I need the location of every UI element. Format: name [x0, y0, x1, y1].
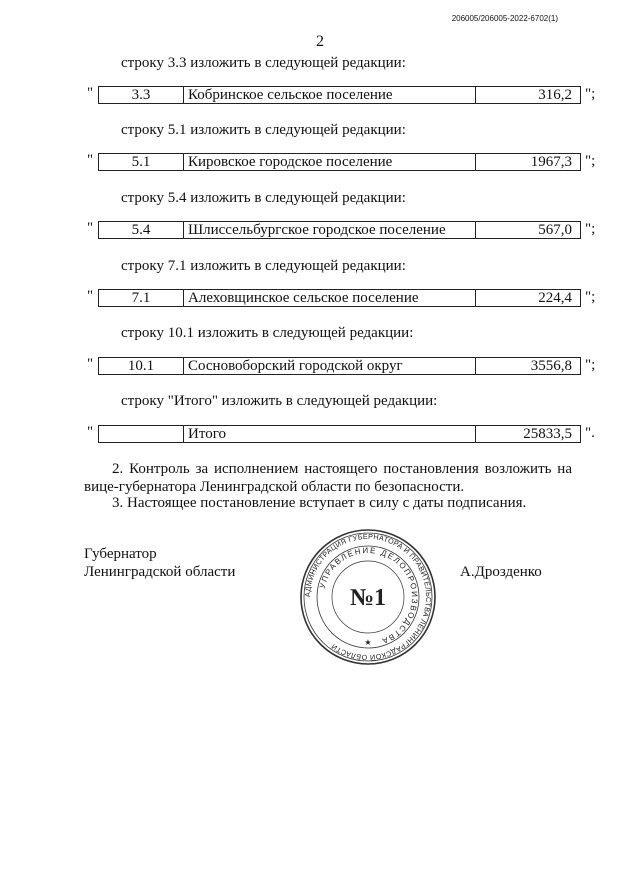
- close-quote: ";: [585, 289, 596, 305]
- row-name: Итого: [184, 426, 476, 442]
- paragraph: 3. Настоящее постановление вступает в силу с даты подписания.: [112, 495, 527, 511]
- open-quote: ": [87, 152, 94, 168]
- seal-center-number: №1: [349, 585, 387, 611]
- row-value: 1967,3: [530, 154, 572, 170]
- close-quote: ".: [585, 425, 595, 441]
- row-name: Кобринское сельское поселение: [184, 87, 476, 103]
- row-number: 5.1: [99, 154, 184, 170]
- table-row: [98, 289, 581, 307]
- paragraph: 2. Контроль за исполнением настоящего постановления возложить на вице-губернатора Ленинградской области по безопасности.: [84, 461, 572, 495]
- table-row: [98, 221, 581, 239]
- open-quote: ": [87, 288, 94, 304]
- section-intro: строку 3.3 изложить в следующей редакции:: [121, 55, 406, 71]
- row-number: [99, 426, 184, 442]
- section-intro: строку "Итого" изложить в следующей редакции:: [121, 393, 438, 409]
- signatory-title-line1: Губернатор: [84, 546, 157, 562]
- close-quote: ";: [585, 357, 596, 373]
- seal-star-icon: ★: [364, 638, 372, 647]
- row-name: Кировское городское поселение: [184, 154, 476, 170]
- row-number: 7.1: [99, 290, 184, 306]
- seal-inner-text: УПРАВЛЕНИЕ ДЕЛОПРОИЗВОДСТВА: [317, 545, 420, 646]
- row-value: 25833,5: [523, 426, 572, 442]
- section-intro: строку 5.1 изложить в следующей редакции:: [121, 122, 406, 138]
- page-number: 2: [316, 33, 324, 50]
- row-value: 316,2: [538, 87, 572, 103]
- table-row: [98, 153, 581, 171]
- row-value: 3556,8: [530, 358, 572, 374]
- table-row: [98, 357, 581, 375]
- row-number: 3.3: [99, 87, 184, 103]
- row-number: 5.4: [99, 222, 184, 238]
- open-quote: ": [87, 85, 94, 101]
- document-id: 206005/206005-2022-6702(1): [451, 14, 558, 23]
- signatory-title: [84, 545, 235, 581]
- row-value: 224,4: [538, 290, 572, 306]
- row-value: 567,0: [538, 222, 572, 238]
- row-name: Сосновоборский городской округ: [184, 358, 476, 374]
- section-intro: строку 7.1 изложить в следующей редакции:: [121, 258, 406, 274]
- signatory-title-line2: Ленинградской области: [84, 564, 236, 580]
- open-quote: ": [87, 424, 94, 440]
- section-intro: строку 5.4 изложить в следующей редакции:: [121, 190, 406, 206]
- row-name: Шлиссельбургское городское поселение: [184, 222, 476, 238]
- open-quote: ": [87, 220, 94, 236]
- table-row: [98, 425, 581, 443]
- row-number: 10.1: [99, 358, 184, 374]
- row-name: Алеховщинское сельское поселение: [184, 290, 476, 306]
- official-seal: [298, 527, 438, 667]
- table-row: [98, 86, 581, 104]
- signatory-name: А.Дрозденко: [460, 564, 542, 580]
- section-intro: строку 10.1 изложить в следующей редакции:: [121, 325, 414, 341]
- close-quote: ";: [585, 153, 596, 169]
- seal-outer-text: АДМИНИСТРАЦИЯ ГУБЕРНАТОРА И ПРАВИТЕЛЬСТВА ЛЕНИНГРАДСКОЙ ОБЛАСТИ: [302, 531, 434, 663]
- close-quote: ";: [585, 221, 596, 237]
- close-quote: ";: [585, 86, 596, 102]
- open-quote: ": [87, 356, 94, 372]
